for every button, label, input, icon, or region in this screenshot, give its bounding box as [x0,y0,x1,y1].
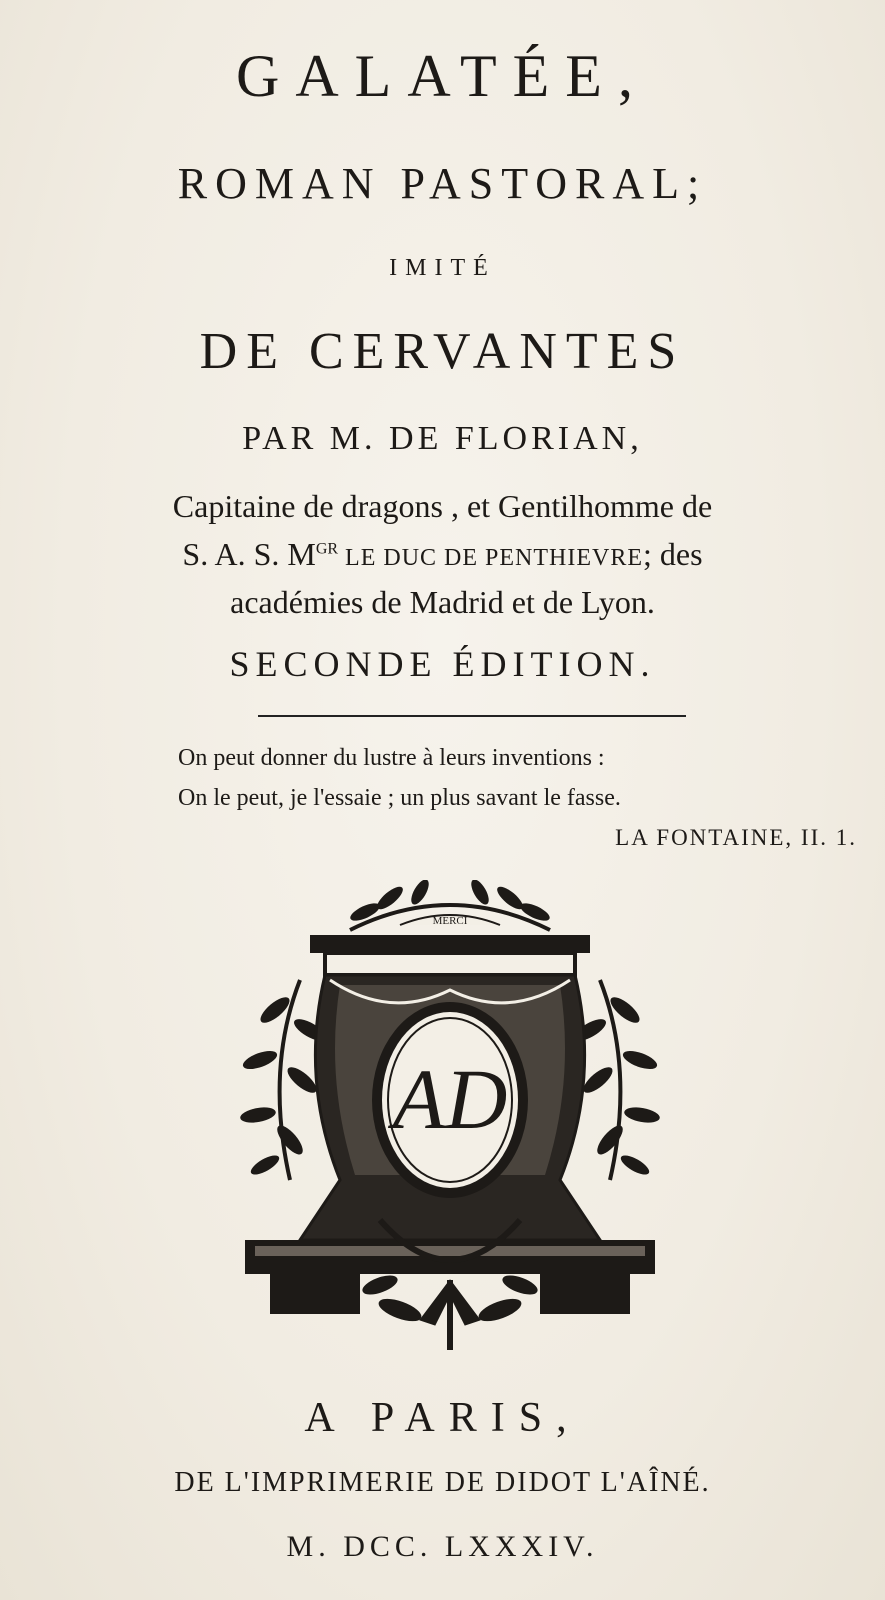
source-author: DE CERVANTES [199,323,686,380]
imprint-printer: DE L'IMPRIMERIE DE DIDOT L'AÎNÉ. [174,1467,711,1498]
credentials-superscript: GR [315,540,339,558]
monogram: AD [392,1051,508,1147]
divider-rule [258,715,686,717]
credentials-line-2 [0,536,885,573]
edition-statement: SECONDE ÉDITION. [229,644,656,684]
epigraph-line-1: On peut donner du lustre à leurs inventions : [178,745,605,771]
book-subtitle: ROMAN PASTORAL; [177,159,708,208]
vignette-ribbon-text: MERCI [432,915,468,927]
credentials-duke: LE DUC DE PENTHIEVRE [338,545,644,571]
imprint-city: A PARIS, [304,1395,581,1441]
credentials-line-3: académies de Madrid et de Lyon. [230,584,655,620]
imprint-year: M. DCC. LXXXIV. [286,1530,599,1563]
byline: PAR M. DE FLORIAN, [242,420,643,457]
book-title: GALATÉE, [236,43,649,109]
epigraph-line-2: On le peut, je l'essaie ; un plus savant le fasse. [178,785,621,811]
printer-vignette [230,880,670,1360]
imitated-label: IMITÉ [389,255,496,281]
epigraph-attribution: LA FONTAINE, II. 1. [615,825,857,850]
credentials-line-2-start: S. A. S. M [182,536,316,572]
credentials-line-2-end: ; des [643,536,703,572]
credentials-line-1: Capitaine de dragons , et Gentilhomme de [172,488,713,524]
